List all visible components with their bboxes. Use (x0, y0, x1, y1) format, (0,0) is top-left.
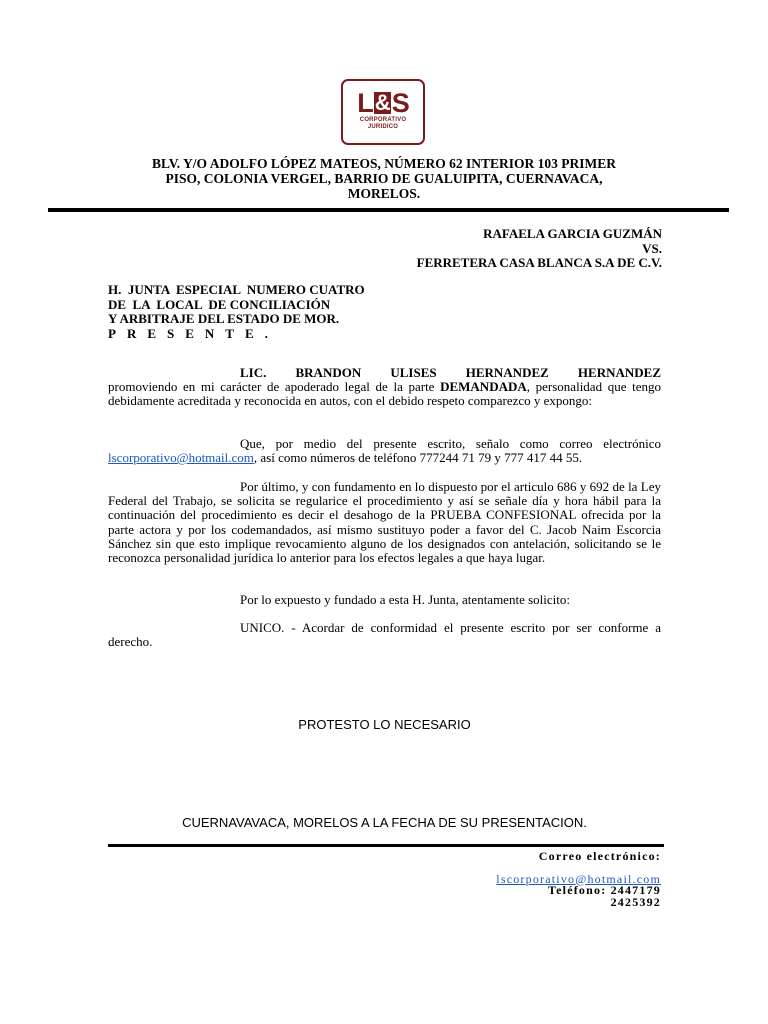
footer-email-link[interactable]: lscorporativo@hotmail.com (496, 871, 661, 886)
intro-bold: DEMANDADA (440, 379, 527, 395)
address-line-3: MORELOS. (347, 186, 421, 201)
paragraph-solicit (108, 593, 661, 607)
letterhead-address (100, 156, 668, 201)
place-date-line: CUERNAVAVACA, MORELOS A LA FECHA DE SU PRESENTACION. (182, 815, 587, 830)
case-parties (300, 227, 662, 271)
paragraph-unico (108, 621, 661, 649)
email-text-a: Que, por medio del presente escrito, señalo como correo electrónico (240, 436, 661, 451)
company-logo (341, 79, 425, 145)
logo-line-1: CORPORATIVO (359, 117, 407, 123)
footer-divider (108, 844, 664, 847)
address-line-1: BLV. Y/O ADOLFO LÓPEZ MATEOS, NÚMERO 62 INTERIOR 103 PRIMER (152, 156, 616, 171)
addressee-line-4: PRESENTE. (108, 325, 279, 341)
addressee-line-2: DE LA LOCAL DE CONCILIACIÓN (108, 296, 331, 312)
logo-line-2: JURIDICO (367, 124, 399, 130)
addressee-line-1: H. JUNTA ESPECIAL NUMERO CUATRO (108, 282, 365, 297)
plaintiff-name: RAFAELA GARCIA GUZMÁN (483, 226, 662, 241)
address-line-2: PISO, COLONIA VERGEL, BARRIO DE GUALUIPITA, CUERNAVACA, (165, 171, 603, 186)
unico-text: UNICO. - Acordar de conformidad el presente escrito por ser conforme a derecho. (108, 620, 661, 650)
request-text: Por último, y con fundamento en lo dispuesto por el articulo 686 y 692 de la Ley Federal del Trabajo, se solicita se regularice el procedimiento y así se señale día y hora hábil para la continuación del procedimiento es decir el desahogo de la PRUEBA CONFESIONAL ofrecida por la parte actora y por los codemandados, así mismo sustituyo poder a favor del C. Jacob Naim Escorcia Sánchez sin que esto implique revocamiento alguno de los designados con antelación, solicitando se le reconozca personalidad jurídica lo anterior para los efectos legales a que haya lugar. (108, 479, 661, 566)
header-divider (48, 208, 729, 212)
paragraph-intro (108, 366, 661, 409)
email-text-b: , así como números de teléfono 777244 71 79 y 777 417 44 55. (253, 450, 583, 466)
footer-email-label: Correo electrónico: (538, 849, 661, 863)
protest-line: PROTESTO LO NECESARIO (298, 717, 471, 732)
footer-contact (380, 851, 661, 908)
email-link[interactable]: lscorporativo@hotmail.com (108, 450, 254, 466)
intro-text-a: promoviendo en mi carácter de apoderado legal de la parte (108, 379, 441, 395)
defendant-name: FERRETERA CASA BLANCA S.A DE C.V. (416, 255, 662, 270)
addressee-block (108, 283, 438, 341)
solicit-text: Por lo expuesto y fundado a esta H. Junta, atentamente solicito: (240, 592, 570, 607)
footer-phone: Teléfono: 2447179 (548, 883, 661, 897)
attorney-name: LIC. BRANDON ULISES HERNANDEZ HERNANDEZ (240, 365, 661, 380)
versus-label: VS. (642, 240, 662, 256)
intro-text-b: , personalidad que tengo debidamente acreditada y reconocida en autos, con el debido respeto comparezco y expongo: (108, 379, 661, 409)
addressee-line-3: Y ARBITRAJE DEL ESTADO DE MOR. (108, 311, 340, 326)
paragraph-email (108, 437, 661, 465)
paragraph-request (108, 480, 661, 565)
footer-phone-2: 2425392 (610, 894, 661, 909)
logo-mark: L&S (357, 88, 409, 118)
